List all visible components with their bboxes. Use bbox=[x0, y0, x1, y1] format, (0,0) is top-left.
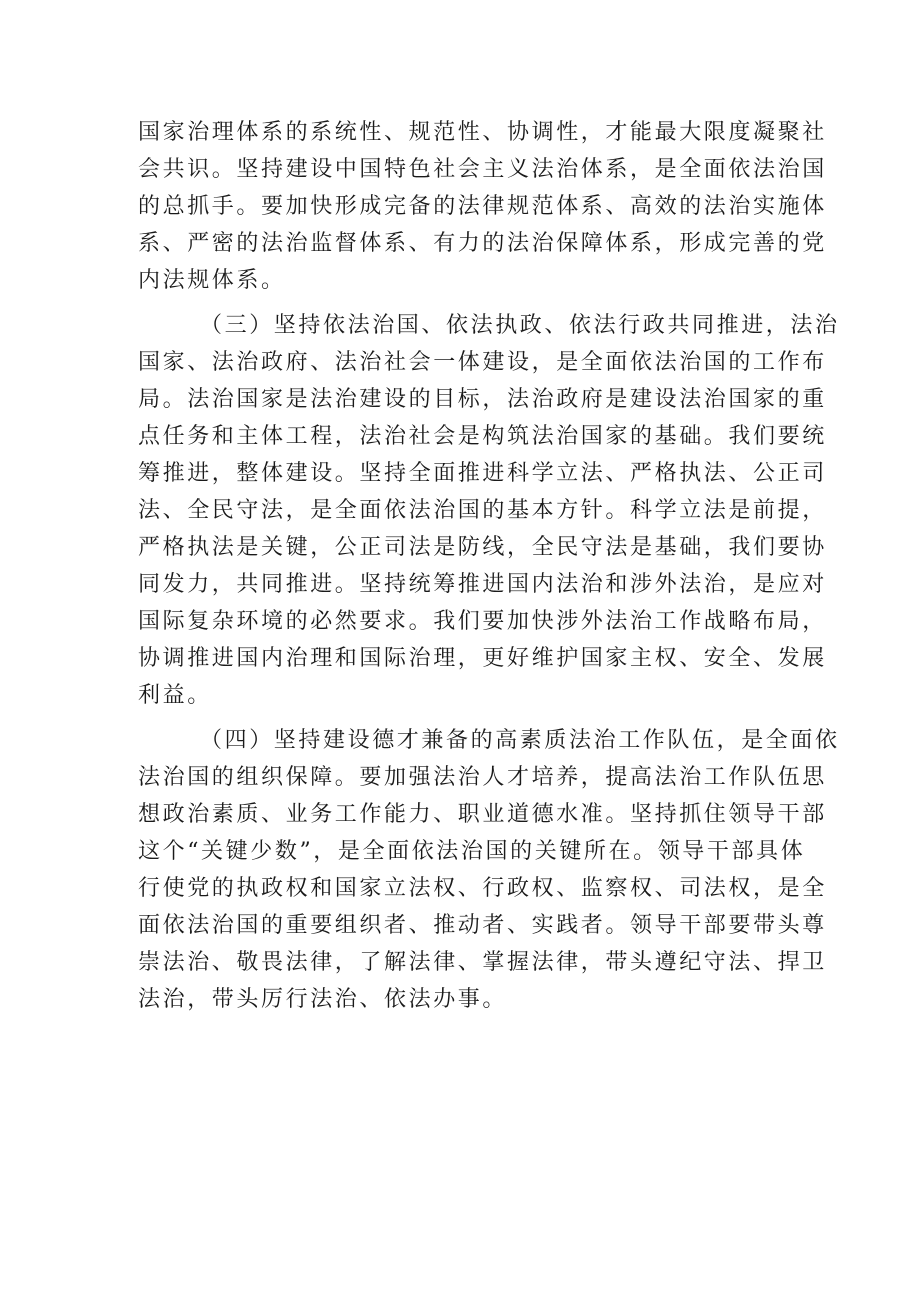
text-line-first: （四）坚持建设德才兼备的高素质法治工作队伍，是全面依 bbox=[200, 728, 840, 753]
text-line-first: （三）坚持依法治国、依法执政、依法行政共同推进，法治 bbox=[200, 313, 840, 338]
text-line: 崇法治、敬畏法律，了解法律、掌握法律，带头遵纪守法、捍卫 bbox=[138, 950, 827, 975]
paragraph-section-3 bbox=[138, 307, 840, 714]
text-line: 同发力，共同推进。坚持统筹推进国内法治和涉外法治，是应对 bbox=[138, 572, 827, 597]
text-line: 内法规体系。 bbox=[138, 268, 286, 293]
text-line: 法治，带头厉行法治、依法办事。 bbox=[138, 987, 508, 1012]
paragraph-spacer bbox=[138, 714, 788, 722]
text-line: 局。法治国家是法治建设的目标，法治政府是建设法治国家的重 bbox=[138, 387, 827, 412]
text-line: 国际复杂环境的必然要求。我们要加快涉外法治工作战略布局， bbox=[138, 609, 827, 634]
text-line: 行使党的执政权和国家立法权、行政权、监察权、司法权，是全 bbox=[138, 876, 827, 901]
paragraph-spacer bbox=[138, 299, 788, 307]
text-line: 法、全民守法，是全面依法治国的基本方针。科学立法是前提， bbox=[138, 498, 827, 523]
text-line: 协调推进国内治理和国际治理，更好维护国家主权、安全、发展 bbox=[138, 646, 827, 671]
text-line: 利益。 bbox=[138, 683, 212, 708]
paragraph-continuation bbox=[138, 114, 827, 299]
paragraph-section-4 bbox=[138, 722, 840, 1018]
text-line: 这个“关键少数”，是全面依法治国的关键所在。领导干部具体 bbox=[138, 839, 806, 864]
text-line: 筹推进，整体建设。坚持全面推进科学立法、严格执法、公正司 bbox=[138, 461, 827, 486]
text-line: 会共识。坚持建设中国特色社会主义法治体系，是全面依法治国 bbox=[138, 157, 827, 182]
text-line: 想政治素质、业务工作能力、职业道德水准。坚持抓住领导干部 bbox=[138, 802, 827, 827]
text-line: 点任务和主体工程，法治社会是构筑法治国家的基础。我们要统 bbox=[138, 424, 827, 449]
text-line: 的总抓手。要加快形成完备的法律规范体系、高效的法治实施体 bbox=[138, 194, 827, 219]
document-body bbox=[138, 114, 840, 1018]
text-line: 法治国的组织保障。要加强法治人才培养，提高法治工作队伍思 bbox=[138, 765, 827, 790]
text-line: 国家治理体系的系统性、规范性、协调性，才能最大限度凝聚社 bbox=[138, 120, 827, 145]
text-line: 国家、法治政府、法治社会一体建设，是全面依法治国的工作布 bbox=[138, 350, 827, 375]
text-line: 面依法治国的重要组织者、推动者、实践者。领导干部要带头尊 bbox=[138, 913, 827, 938]
text-line: 系、严密的法治监督体系、有力的法治保障体系，形成完善的党 bbox=[138, 231, 827, 256]
text-line: 严格执法是关键，公正司法是防线，全民守法是基础，我们要协 bbox=[138, 535, 827, 560]
